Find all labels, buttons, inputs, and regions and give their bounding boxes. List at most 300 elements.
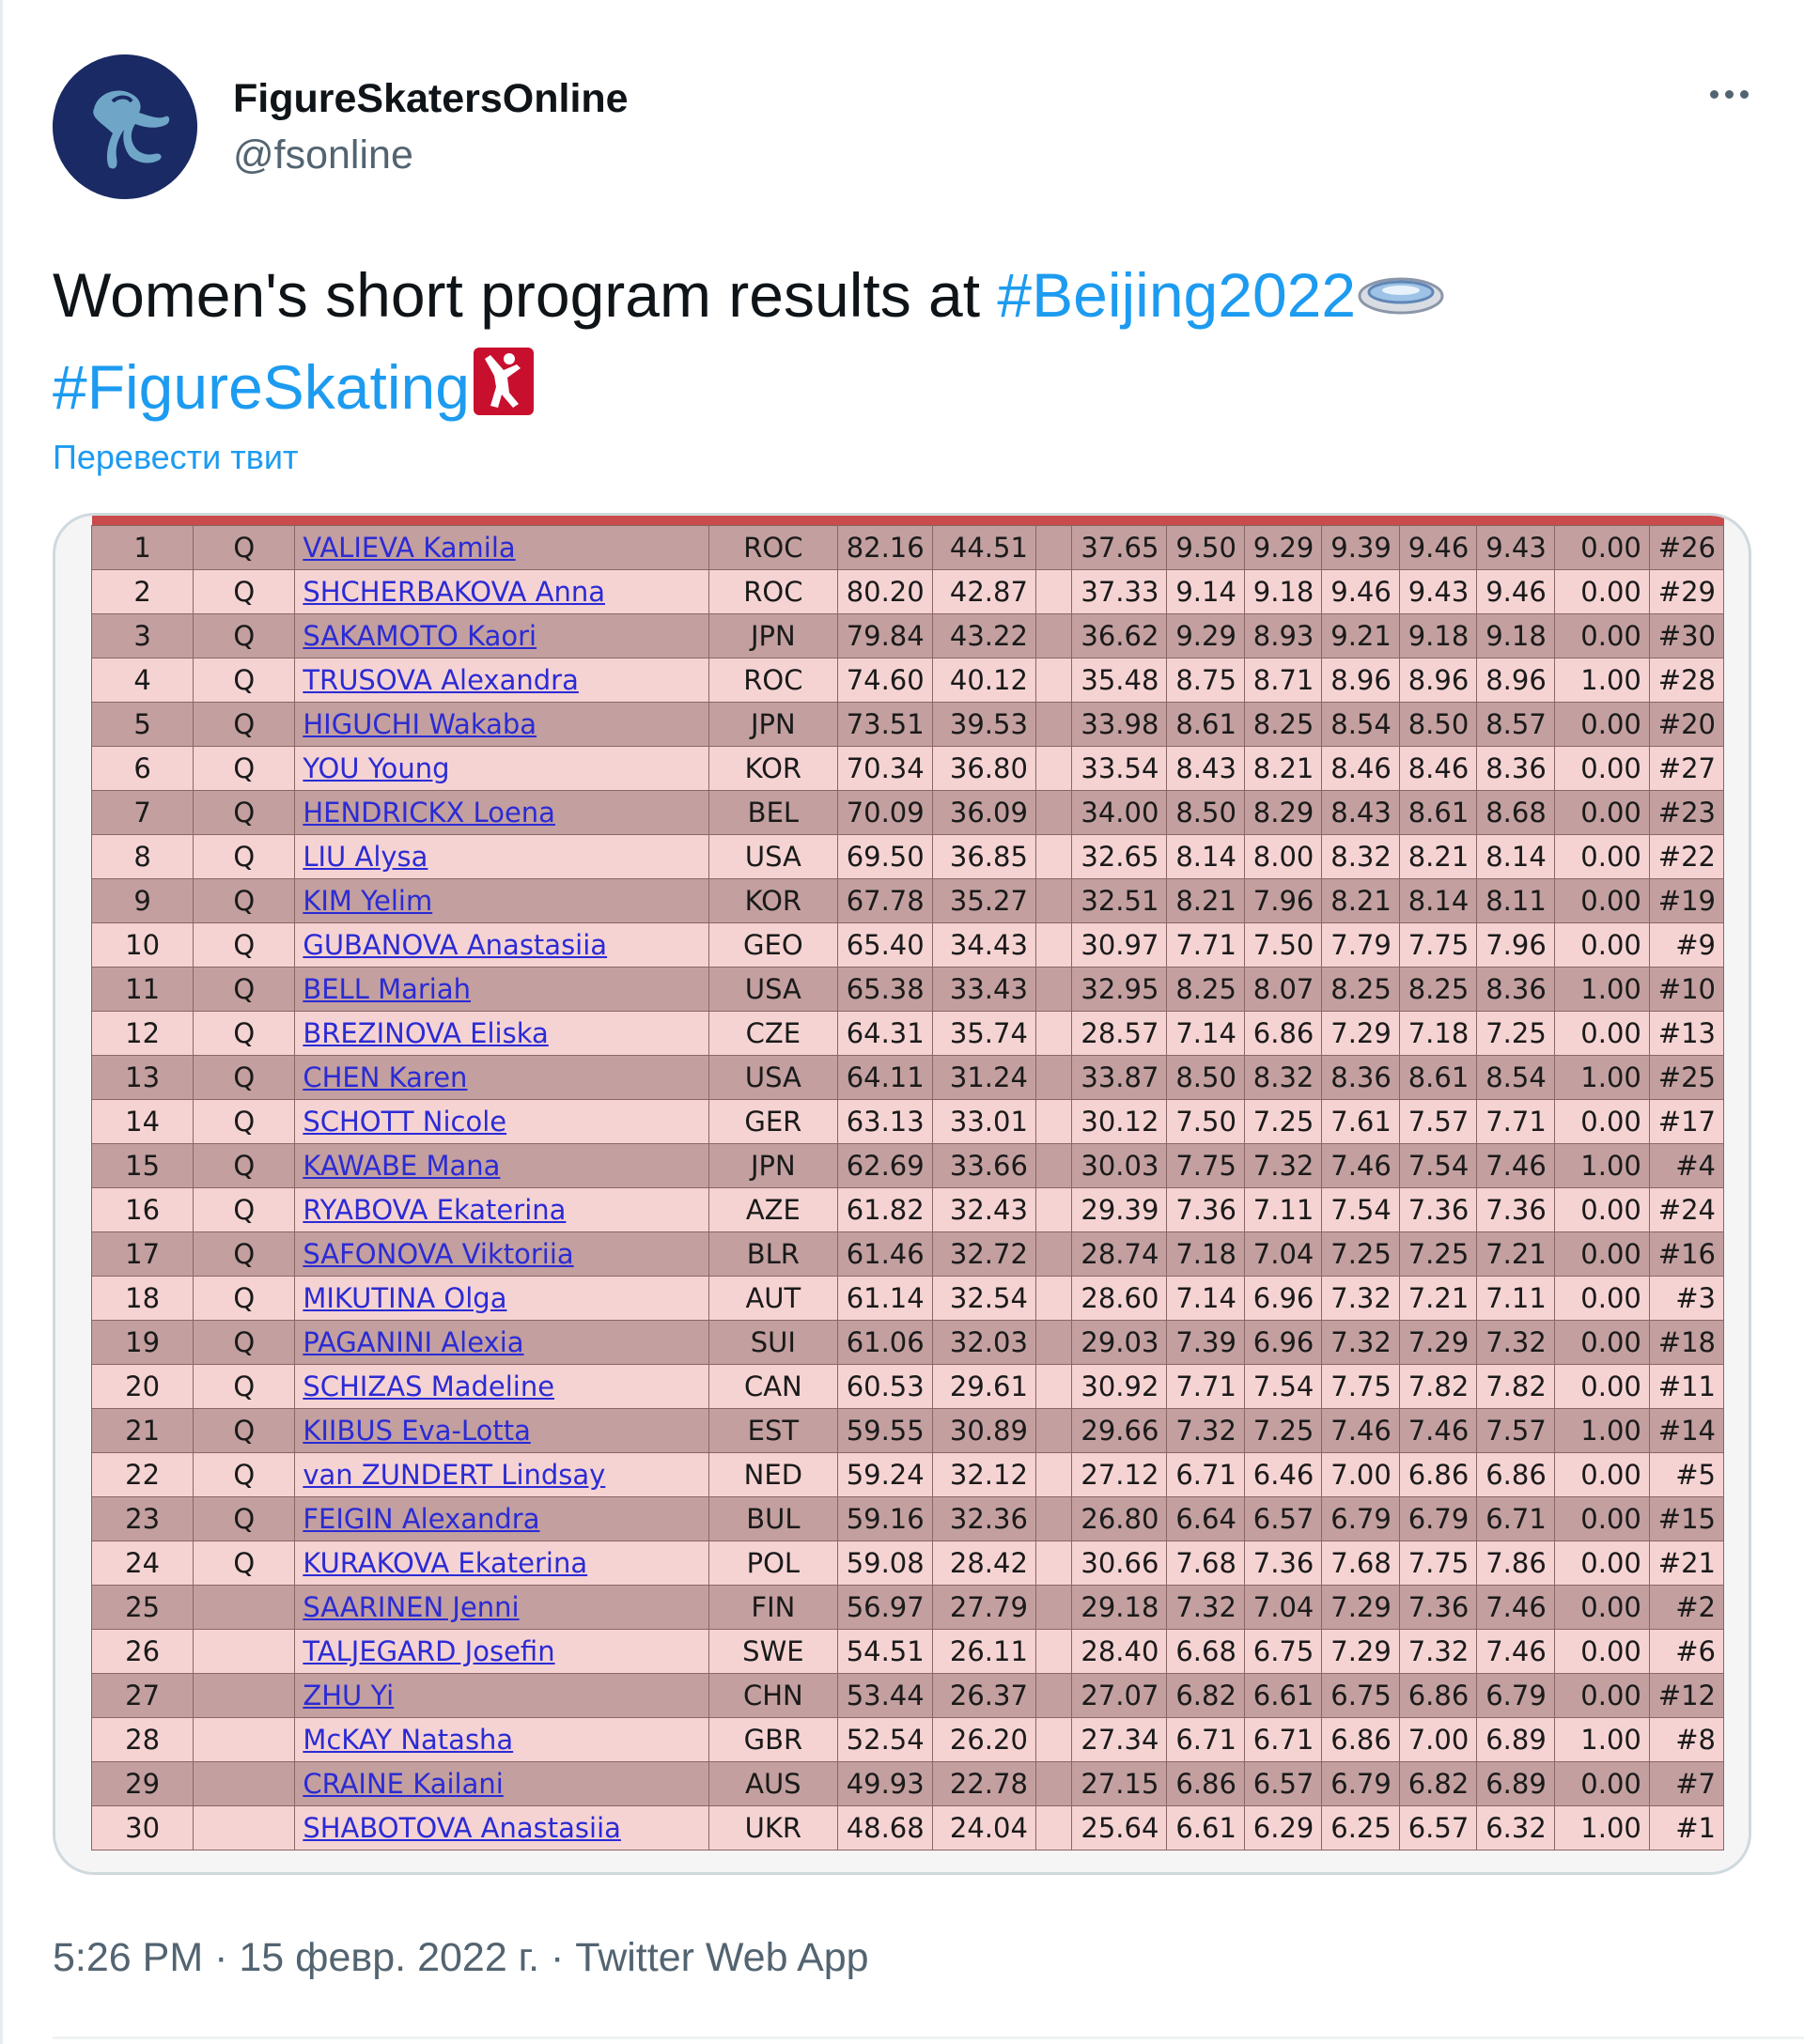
skater-profile-link[interactable]: HIGUCHI Wakaba [303, 707, 537, 740]
rank-cell: 21 [92, 1408, 194, 1452]
table-row [92, 1585, 1724, 1629]
table-row [92, 1055, 1724, 1099]
component-1-cell: 8.61 [1167, 702, 1244, 746]
skater-profile-link[interactable]: ZHU Yi [303, 1679, 395, 1711]
component-3-cell: 8.25 [1322, 967, 1399, 1011]
avatar[interactable] [53, 54, 197, 199]
start-number-cell: #13 [1649, 1011, 1723, 1055]
table-top-strip [92, 516, 1724, 525]
component-3-cell: 9.46 [1322, 569, 1399, 613]
component-3-cell: 7.46 [1322, 1408, 1399, 1452]
component-3-cell: 7.54 [1322, 1187, 1399, 1231]
spacer-cell [1035, 658, 1071, 702]
component-1-cell: 7.71 [1167, 922, 1244, 967]
nation-cell: JPN [709, 702, 837, 746]
component-score-cell: 27.15 [1072, 1761, 1167, 1805]
total-score-cell: 80.20 [837, 569, 932, 613]
rank-cell: 23 [92, 1496, 194, 1541]
component-3-cell: 7.25 [1322, 1231, 1399, 1276]
display-name[interactable]: FigureSkatersOnline [233, 76, 629, 121]
component-2-cell: 7.96 [1244, 878, 1321, 922]
table-row [92, 922, 1724, 967]
nation-cell: USA [709, 967, 837, 1011]
skater-profile-link[interactable]: RYABOVA Ekaterina [303, 1193, 567, 1226]
spacer-cell [1035, 746, 1071, 790]
component-4-cell: 8.46 [1399, 746, 1476, 790]
tweet-source-app[interactable]: Twitter Web App [575, 1935, 869, 1980]
skater-profile-link[interactable]: TALJEGARD Josefin [303, 1634, 555, 1667]
skater-profile-link[interactable]: HENDRICKX Loena [303, 796, 555, 828]
total-score-cell: 69.50 [837, 834, 932, 878]
nation-cell: UKR [709, 1805, 837, 1850]
component-2-cell: 7.25 [1244, 1099, 1321, 1143]
start-number-cell: #18 [1649, 1320, 1723, 1364]
nation-cell: CHN [709, 1673, 837, 1717]
skater-profile-link[interactable]: YOU Young [303, 751, 450, 784]
total-score-cell: 59.16 [837, 1496, 932, 1541]
element-score-cell: 32.12 [932, 1452, 1035, 1496]
start-number-cell: #17 [1649, 1099, 1723, 1143]
nation-cell: JPN [709, 613, 837, 658]
component-score-cell: 29.66 [1072, 1408, 1167, 1452]
separator: · [203, 1935, 240, 1980]
tweet-timestamp [53, 1929, 869, 1986]
qualified-cell [194, 1717, 295, 1761]
skater-name-cell [295, 1143, 709, 1187]
nation-cell: CAN [709, 1364, 837, 1408]
component-1-cell: 8.14 [1167, 834, 1244, 878]
deductions-cell: 1.00 [1554, 658, 1649, 702]
element-score-cell: 33.66 [932, 1143, 1035, 1187]
component-2-cell: 7.54 [1244, 1364, 1321, 1408]
spacer-cell [1035, 1055, 1071, 1099]
rank-cell: 4 [92, 658, 194, 702]
component-score-cell: 35.48 [1072, 658, 1167, 702]
component-2-cell: 6.96 [1244, 1320, 1321, 1364]
component-score-cell: 26.80 [1072, 1496, 1167, 1541]
qualified-cell: Q [194, 834, 295, 878]
total-score-cell: 73.51 [837, 702, 932, 746]
component-4-cell: 7.82 [1399, 1364, 1476, 1408]
total-score-cell: 70.09 [837, 790, 932, 834]
spacer-cell [1035, 1629, 1071, 1673]
table-row [92, 1364, 1724, 1408]
component-3-cell: 7.46 [1322, 1143, 1399, 1187]
skater-name-cell [295, 1231, 709, 1276]
component-2-cell: 7.04 [1244, 1585, 1321, 1629]
component-1-cell: 7.39 [1167, 1320, 1244, 1364]
component-5-cell: 9.43 [1477, 525, 1554, 569]
component-5-cell: 7.32 [1477, 1320, 1554, 1364]
skater-name-cell [295, 658, 709, 702]
skater-profile-link[interactable]: SAARINEN Jenni [303, 1590, 520, 1623]
total-score-cell: 61.06 [837, 1320, 932, 1364]
skater-profile-link[interactable]: KURAKOVA Ekaterina [303, 1546, 588, 1579]
component-1-cell: 7.14 [1167, 1276, 1244, 1320]
component-5-cell: 6.89 [1477, 1717, 1554, 1761]
total-score-cell: 59.55 [837, 1408, 932, 1452]
component-5-cell: 7.86 [1477, 1541, 1554, 1585]
skater-name-cell [295, 1673, 709, 1717]
deductions-cell: 0.00 [1554, 1099, 1649, 1143]
qualified-cell: Q [194, 1231, 295, 1276]
skater-profile-link[interactable]: GUBANOVA Anastasiia [303, 928, 608, 961]
rank-cell: 24 [92, 1541, 194, 1585]
component-4-cell: 8.61 [1399, 790, 1476, 834]
more-options-button[interactable] [1701, 75, 1757, 113]
rank-cell: 18 [92, 1276, 194, 1320]
component-2-cell: 6.61 [1244, 1673, 1321, 1717]
deductions-cell: 0.00 [1554, 834, 1649, 878]
element-score-cell: 42.87 [932, 569, 1035, 613]
start-number-cell: #6 [1649, 1629, 1723, 1673]
deductions-cell: 0.00 [1554, 1452, 1649, 1496]
nation-cell: BEL [709, 790, 837, 834]
qualified-cell: Q [194, 922, 295, 967]
component-score-cell: 30.03 [1072, 1143, 1167, 1187]
element-score-cell: 27.79 [932, 1585, 1035, 1629]
start-number-cell: #7 [1649, 1761, 1723, 1805]
component-3-cell: 8.54 [1322, 702, 1399, 746]
component-4-cell: 7.32 [1399, 1629, 1476, 1673]
deductions-cell: 1.00 [1554, 967, 1649, 1011]
element-score-cell: 36.80 [932, 746, 1035, 790]
component-3-cell: 6.79 [1322, 1761, 1399, 1805]
component-5-cell: 7.21 [1477, 1231, 1554, 1276]
component-1-cell: 8.25 [1167, 967, 1244, 1011]
component-1-cell: 8.50 [1167, 1055, 1244, 1099]
component-2-cell: 6.75 [1244, 1629, 1321, 1673]
component-4-cell: 9.43 [1399, 569, 1476, 613]
component-3-cell: 6.75 [1322, 1673, 1399, 1717]
component-2-cell: 8.32 [1244, 1055, 1321, 1099]
rank-cell: 8 [92, 834, 194, 878]
skater-profile-link[interactable]: van ZUNDERT Lindsay [303, 1458, 606, 1491]
component-2-cell: 7.11 [1244, 1187, 1321, 1231]
component-1-cell: 9.14 [1167, 569, 1244, 613]
rank-cell: 14 [92, 1099, 194, 1143]
translate-tweet-link[interactable]: Перевести твит [53, 438, 299, 476]
figure-skating-pictogram-icon [470, 346, 537, 439]
deductions-cell: 1.00 [1554, 1805, 1649, 1850]
qualified-cell: Q [194, 1055, 295, 1099]
skater-logo-icon [53, 54, 197, 199]
rank-cell: 10 [92, 922, 194, 967]
component-score-cell: 28.74 [1072, 1231, 1167, 1276]
skater-profile-link[interactable]: LIU Alysa [303, 840, 428, 873]
skater-profile-link[interactable]: BREZINOVA Eliska [303, 1016, 549, 1049]
element-score-cell: 32.36 [932, 1496, 1035, 1541]
rank-cell: 3 [92, 613, 194, 658]
component-4-cell: 6.57 [1399, 1805, 1476, 1850]
total-score-cell: 61.46 [837, 1231, 932, 1276]
table-row [92, 613, 1724, 658]
component-score-cell: 30.92 [1072, 1364, 1167, 1408]
component-2-cell: 8.00 [1244, 834, 1321, 878]
start-number-cell: #1 [1649, 1805, 1723, 1850]
component-2-cell: 8.25 [1244, 702, 1321, 746]
start-number-cell: #29 [1649, 569, 1723, 613]
qualified-cell [194, 1585, 295, 1629]
rank-cell: 17 [92, 1231, 194, 1276]
component-4-cell: 9.18 [1399, 613, 1476, 658]
skater-name-cell [295, 613, 709, 658]
component-2-cell: 6.57 [1244, 1761, 1321, 1805]
skater-profile-link[interactable]: BELL Mariah [303, 972, 472, 1005]
element-score-cell: 34.43 [932, 922, 1035, 967]
component-4-cell: 8.50 [1399, 702, 1476, 746]
nation-cell: AUT [709, 1276, 837, 1320]
component-2-cell: 8.07 [1244, 967, 1321, 1011]
total-score-cell: 53.44 [837, 1673, 932, 1717]
skater-name-cell [295, 967, 709, 1011]
skater-profile-link[interactable]: FEIGIN Alexandra [303, 1502, 540, 1535]
element-score-cell: 29.61 [932, 1364, 1035, 1408]
component-score-cell: 34.00 [1072, 790, 1167, 834]
component-5-cell: 8.54 [1477, 1055, 1554, 1099]
start-number-cell: #22 [1649, 834, 1723, 878]
skater-profile-link[interactable]: SAFONOVA Viktoriia [303, 1237, 574, 1270]
component-score-cell: 29.39 [1072, 1187, 1167, 1231]
element-score-cell: 32.72 [932, 1231, 1035, 1276]
qualified-cell: Q [194, 1408, 295, 1452]
qualified-cell: Q [194, 1496, 295, 1541]
table-row [92, 569, 1724, 613]
qualified-cell [194, 1761, 295, 1805]
nation-cell: BUL [709, 1496, 837, 1541]
tweet-text-body: Women's short program results at [53, 260, 998, 330]
component-2-cell: 6.96 [1244, 1276, 1321, 1320]
skater-profile-link[interactable]: SHCHERBAKOVA Anna [303, 575, 605, 608]
element-score-cell: 26.37 [932, 1673, 1035, 1717]
qualified-cell: Q [194, 790, 295, 834]
skater-name-cell [295, 1717, 709, 1761]
skater-profile-link[interactable]: SCHIZAS Madeline [303, 1370, 555, 1402]
component-4-cell: 7.75 [1399, 922, 1476, 967]
rank-cell: 26 [92, 1629, 194, 1673]
rank-cell: 15 [92, 1143, 194, 1187]
start-number-cell: #27 [1649, 746, 1723, 790]
qualified-cell: Q [194, 1143, 295, 1187]
total-score-cell: 54.51 [837, 1629, 932, 1673]
component-1-cell: 6.68 [1167, 1629, 1244, 1673]
skater-profile-link[interactable]: TRUSOVA Alexandra [303, 663, 579, 696]
tweet-date[interactable]: 15 февр. 2022 г. [239, 1935, 540, 1980]
component-score-cell: 29.18 [1072, 1585, 1167, 1629]
nation-cell: ROC [709, 569, 837, 613]
component-1-cell: 7.18 [1167, 1231, 1244, 1276]
rank-cell: 22 [92, 1452, 194, 1496]
deductions-cell: 0.00 [1554, 525, 1649, 569]
component-2-cell: 7.25 [1244, 1408, 1321, 1452]
qualified-cell: Q [194, 702, 295, 746]
skater-name-cell [295, 790, 709, 834]
total-score-cell: 63.13 [837, 1099, 932, 1143]
rank-cell: 7 [92, 790, 194, 834]
table-row [92, 1717, 1724, 1761]
skater-name-cell [295, 1187, 709, 1231]
component-score-cell: 27.34 [1072, 1717, 1167, 1761]
component-4-cell: 6.86 [1399, 1673, 1476, 1717]
rank-cell: 25 [92, 1585, 194, 1629]
component-5-cell: 8.11 [1477, 878, 1554, 922]
hashtag-beijing2022[interactable]: #Beijing2022 [997, 260, 1357, 330]
skater-profile-link[interactable]: CHEN Karen [303, 1061, 468, 1093]
spacer-cell [1035, 1099, 1071, 1143]
total-score-cell: 52.54 [837, 1717, 932, 1761]
component-score-cell: 32.65 [1072, 834, 1167, 878]
element-score-cell: 43.22 [932, 613, 1035, 658]
rank-cell: 27 [92, 1673, 194, 1717]
spacer-cell [1035, 1673, 1071, 1717]
spacer-cell [1035, 702, 1071, 746]
deductions-cell: 1.00 [1554, 1143, 1649, 1187]
skater-profile-link[interactable]: McKAY Natasha [303, 1723, 514, 1756]
skater-profile-link[interactable]: SHABOTOVA Anastasiia [303, 1811, 621, 1844]
element-score-cell: 44.51 [932, 525, 1035, 569]
nation-cell: KOR [709, 746, 837, 790]
component-score-cell: 27.12 [1072, 1452, 1167, 1496]
skater-profile-link[interactable]: SAKAMOTO Kaori [303, 619, 537, 652]
spacer-cell [1035, 1364, 1071, 1408]
nation-cell: EST [709, 1408, 837, 1452]
deductions-cell: 0.00 [1554, 878, 1649, 922]
rank-cell: 29 [92, 1761, 194, 1805]
component-2-cell: 8.71 [1244, 658, 1321, 702]
component-score-cell: 28.60 [1072, 1276, 1167, 1320]
component-4-cell: 8.21 [1399, 834, 1476, 878]
skater-name-cell [295, 702, 709, 746]
component-1-cell: 7.75 [1167, 1143, 1244, 1187]
total-score-cell: 56.97 [837, 1585, 932, 1629]
table-row [92, 790, 1724, 834]
deductions-cell: 0.00 [1554, 1276, 1649, 1320]
deductions-cell: 0.00 [1554, 1496, 1649, 1541]
start-number-cell: #23 [1649, 790, 1723, 834]
results-image-card[interactable] [53, 513, 1751, 1875]
component-2-cell: 8.21 [1244, 746, 1321, 790]
component-4-cell: 6.82 [1399, 1761, 1476, 1805]
skater-name-cell [295, 834, 709, 878]
nation-cell: KOR [709, 878, 837, 922]
component-1-cell: 7.50 [1167, 1099, 1244, 1143]
qualified-cell: Q [194, 1452, 295, 1496]
total-score-cell: 61.82 [837, 1187, 932, 1231]
rank-cell: 9 [92, 878, 194, 922]
nation-cell: ROC [709, 658, 837, 702]
component-3-cell: 8.21 [1322, 878, 1399, 922]
component-4-cell: 8.61 [1399, 1055, 1476, 1099]
component-4-cell: 7.21 [1399, 1276, 1476, 1320]
table-top-strip-cell [92, 516, 1724, 525]
total-score-cell: 79.84 [837, 613, 932, 658]
skater-profile-link[interactable]: KIM Yelim [303, 884, 433, 917]
spacer-cell [1035, 1408, 1071, 1452]
rank-cell: 12 [92, 1011, 194, 1055]
component-4-cell: 7.46 [1399, 1408, 1476, 1452]
component-4-cell: 7.75 [1399, 1541, 1476, 1585]
deductions-cell: 0.00 [1554, 922, 1649, 967]
rank-cell: 20 [92, 1364, 194, 1408]
component-score-cell: 30.97 [1072, 922, 1167, 967]
total-score-cell: 74.60 [837, 658, 932, 702]
component-2-cell: 7.32 [1244, 1143, 1321, 1187]
skater-profile-link[interactable]: CRAINE Kailani [303, 1767, 504, 1800]
skater-profile-link[interactable]: KIIBUS Eva-Lotta [303, 1414, 531, 1447]
start-number-cell: #5 [1649, 1452, 1723, 1496]
total-score-cell: 48.68 [837, 1805, 932, 1850]
component-3-cell: 7.32 [1322, 1276, 1399, 1320]
user-handle[interactable]: @fsonline [233, 132, 413, 178]
table-row [92, 525, 1724, 569]
table-row [92, 1187, 1724, 1231]
component-5-cell: 7.57 [1477, 1408, 1554, 1452]
component-4-cell: 8.14 [1399, 878, 1476, 922]
component-4-cell: 7.36 [1399, 1187, 1476, 1231]
skater-name-cell [295, 569, 709, 613]
start-number-cell: #25 [1649, 1055, 1723, 1099]
start-number-cell: #15 [1649, 1496, 1723, 1541]
nation-cell: BLR [709, 1231, 837, 1276]
deductions-cell: 0.00 [1554, 1673, 1649, 1717]
component-4-cell: 7.54 [1399, 1143, 1476, 1187]
component-1-cell: 8.43 [1167, 746, 1244, 790]
component-3-cell: 7.00 [1322, 1452, 1399, 1496]
spacer-cell [1035, 1143, 1071, 1187]
skater-name-cell [295, 1408, 709, 1452]
deductions-cell: 0.00 [1554, 746, 1649, 790]
qualified-cell: Q [194, 1541, 295, 1585]
hashtag-figureskating[interactable]: #FigureSkating [53, 351, 470, 422]
component-3-cell: 7.75 [1322, 1364, 1399, 1408]
component-2-cell: 6.29 [1244, 1805, 1321, 1850]
component-4-cell: 8.25 [1399, 967, 1476, 1011]
divider [53, 2036, 1804, 2039]
qualified-cell: Q [194, 1099, 295, 1143]
table-row [92, 1496, 1724, 1541]
qualified-cell: Q [194, 525, 295, 569]
component-score-cell: 37.33 [1072, 569, 1167, 613]
spacer-cell [1035, 1717, 1071, 1761]
skater-name-cell [295, 1099, 709, 1143]
total-score-cell: 59.08 [837, 1541, 932, 1585]
skater-profile-link[interactable]: VALIEVA Kamila [303, 531, 516, 564]
skater-profile-link[interactable]: SCHOTT Nicole [303, 1105, 507, 1138]
component-1-cell: 6.86 [1167, 1761, 1244, 1805]
total-score-cell: 64.11 [837, 1055, 932, 1099]
total-score-cell: 62.69 [837, 1143, 932, 1187]
total-score-cell: 65.40 [837, 922, 932, 967]
deductions-cell: 0.00 [1554, 1231, 1649, 1276]
deductions-cell: 0.00 [1554, 1629, 1649, 1673]
qualified-cell: Q [194, 1364, 295, 1408]
component-score-cell: 29.03 [1072, 1320, 1167, 1364]
start-number-cell: #21 [1649, 1541, 1723, 1585]
component-2-cell: 8.29 [1244, 790, 1321, 834]
start-number-cell: #12 [1649, 1673, 1723, 1717]
start-number-cell: #16 [1649, 1231, 1723, 1276]
component-2-cell: 6.46 [1244, 1452, 1321, 1496]
start-number-cell: #19 [1649, 878, 1723, 922]
skater-profile-link[interactable]: MIKUTINA Olga [303, 1281, 507, 1314]
component-2-cell: 6.57 [1244, 1496, 1321, 1541]
tweet-time[interactable]: 5:26 PM [53, 1935, 204, 1980]
skater-profile-link[interactable]: KAWABE Mana [303, 1149, 501, 1182]
skater-profile-link[interactable]: PAGANINI Alexia [303, 1325, 524, 1358]
start-number-cell: #20 [1649, 702, 1723, 746]
component-2-cell: 7.50 [1244, 922, 1321, 967]
component-score-cell: 32.51 [1072, 878, 1167, 922]
